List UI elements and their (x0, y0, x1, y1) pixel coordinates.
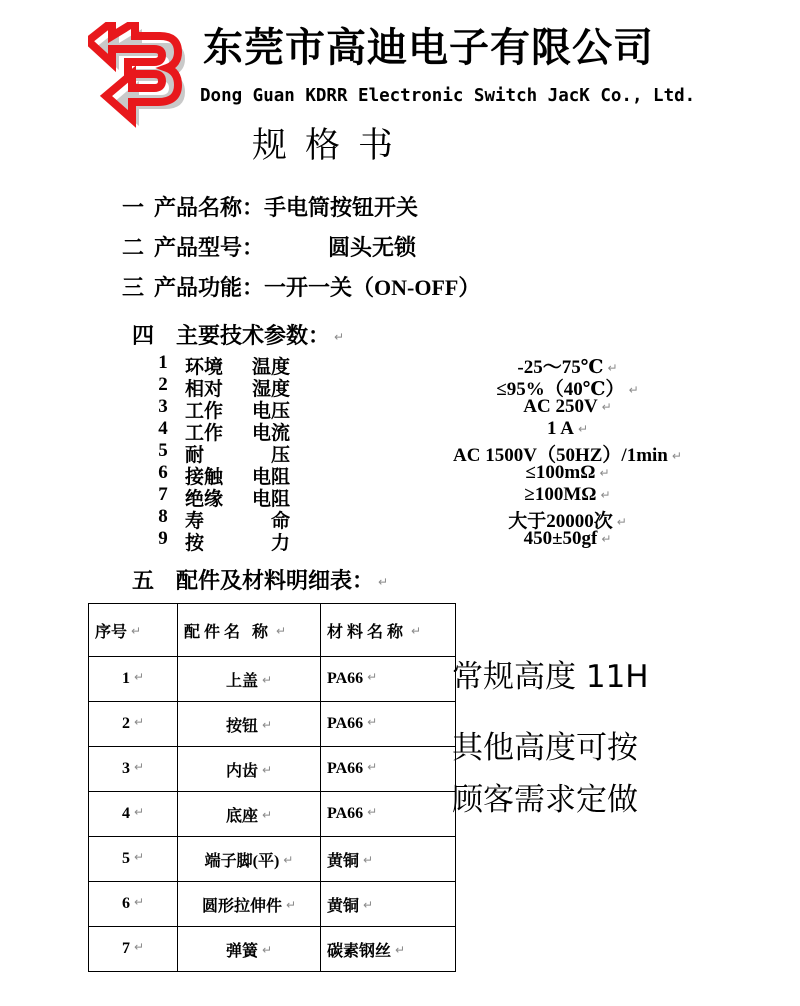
document-title: 规格书 (252, 126, 412, 166)
paragraph-mark-icon: ↵ (133, 940, 145, 954)
parameter-name-part-a: 耐 (185, 445, 205, 466)
cell-no-value: 2 (121, 715, 130, 732)
note-custom-height-line1: 其他高度可按 (452, 730, 638, 766)
paragraph-mark-icon: ↵ (133, 805, 145, 819)
cell-material-value: 黄铜 (327, 852, 360, 870)
paragraph-mark-icon: ↵ (363, 852, 374, 867)
section-5-label: 配件及材料明细表： (176, 568, 375, 593)
section-materials-heading (132, 570, 388, 592)
cell-part-value: 内齿 (225, 762, 258, 780)
product-function-value: 一开一关（ON-OFF） (264, 275, 481, 300)
table-row (89, 657, 456, 702)
cell-part-value: 按钮 (225, 717, 258, 735)
parameter-name-part-b: 电流 (251, 423, 290, 444)
cell-part-value: 上盖 (225, 672, 258, 690)
cell-part-value: 圆形拉伸件 (201, 897, 282, 915)
parameter-name-part-b: 湿度 (251, 379, 290, 400)
paragraph-mark-icon: ↵ (261, 717, 273, 732)
parameter-name-part-a: 相对 (185, 379, 224, 400)
paragraph-mark-icon: ↵ (363, 897, 374, 912)
technical-parameters-list (0, 352, 800, 554)
product-name-value: 手电筒按钮开关 (264, 195, 419, 220)
cell-no-value: 3 (121, 760, 130, 777)
paragraph-mark-icon: ↵ (261, 807, 273, 822)
paragraph-mark-icon: ↵ (133, 760, 145, 774)
cell-no-value: 4 (121, 805, 130, 822)
paragraph-mark-icon: ↵ (133, 850, 145, 864)
parameter-value: 大于20000次 (508, 511, 613, 532)
paragraph-mark-icon: ↵ (133, 895, 145, 909)
parameter-name-part-b: 温度 (251, 357, 290, 378)
cell-no (89, 747, 178, 792)
parameter-index: 2 (158, 374, 168, 395)
parameter-value-cell (440, 418, 695, 440)
paragraph-mark-icon: ↵ (601, 532, 612, 546)
parameter-name-part-a: 按 (185, 533, 205, 554)
parameter-name (185, 528, 290, 555)
cell-no (89, 657, 178, 702)
paragraph-mark-icon: ↵ (367, 760, 378, 774)
parameter-row (0, 352, 800, 378)
company-name-english: Dong Guan KDRR Electronic Switch JacK Co., Ltd. (200, 86, 696, 106)
cell-material-value: PA66 (327, 670, 364, 687)
parameter-name-part-a: 工作 (185, 423, 224, 444)
parameter-index: 8 (158, 506, 168, 527)
section-product-name (122, 197, 418, 219)
cell-material-value: 碳素钢丝 (327, 942, 392, 960)
cell-no-value: 1 (121, 670, 130, 687)
column-header-no (89, 604, 178, 657)
section-1-number: 一 (122, 195, 145, 220)
paragraph-mark-icon: ↵ (367, 670, 378, 684)
parameter-name-part-a: 环境 (185, 357, 224, 378)
paragraph-mark-icon: ↵ (671, 449, 682, 463)
paragraph-mark-icon: ↵ (601, 400, 612, 414)
cell-part (178, 837, 321, 882)
section-4-label: 主要技术参数： (176, 323, 331, 348)
paragraph-mark-icon: ↵ (261, 672, 273, 687)
cell-part (178, 747, 321, 792)
cell-part-value: 端子脚(平) (204, 852, 280, 870)
parameter-row (0, 374, 800, 400)
parameter-name-part-a: 寿 (185, 511, 205, 532)
paragraph-mark-icon: ↵ (276, 623, 291, 638)
cell-material (321, 792, 456, 837)
parameter-value-cell (440, 484, 695, 506)
parameter-index: 1 (158, 352, 168, 373)
paragraph-mark-icon: ↵ (334, 330, 345, 344)
materials-table (88, 603, 456, 972)
section-product-function (122, 277, 480, 299)
note-custom-height-line2: 顾客需求定做 (452, 782, 638, 818)
parameter-name-part-b: 电阻 (251, 467, 290, 488)
cell-part-value: 弹簧 (225, 942, 258, 960)
parameter-index: 5 (158, 440, 168, 461)
column-header-material-label: 材料名称 (327, 623, 408, 641)
paragraph-mark-icon: ↵ (367, 715, 378, 729)
company-name-chinese: 东莞市高迪电子有限公司 (203, 25, 654, 71)
paragraph-mark-icon: ↵ (616, 515, 627, 529)
section-3-label: 产品功能： (154, 275, 265, 300)
parameter-name-part-a: 工作 (185, 401, 224, 422)
paragraph-mark-icon: ↵ (261, 762, 273, 777)
table-row (89, 882, 456, 927)
parameter-index: 9 (158, 528, 168, 549)
cell-part (178, 657, 321, 702)
section-2-number: 二 (122, 235, 145, 260)
parameter-row (0, 396, 800, 422)
cell-no (89, 882, 178, 927)
parameter-value-cell (440, 528, 695, 550)
cell-no-value: 6 (121, 895, 130, 912)
parameter-name-part-b: 命 (270, 511, 290, 532)
parameter-name-part-b: 力 (270, 533, 290, 554)
cell-material-value: 黄铜 (327, 897, 360, 915)
paragraph-mark-icon: ↵ (133, 715, 145, 729)
paragraph-mark-icon: ↵ (133, 670, 145, 684)
parameter-row (0, 484, 800, 510)
paragraph-mark-icon: ↵ (577, 422, 588, 436)
parameter-row (0, 418, 800, 444)
cell-part (178, 927, 321, 972)
cell-material (321, 747, 456, 792)
section-product-model (122, 237, 416, 259)
paragraph-mark-icon: ↵ (411, 623, 426, 638)
cell-material (321, 837, 456, 882)
parameter-name-part-b: 电阻 (251, 489, 290, 510)
parameter-index: 4 (158, 418, 168, 439)
table-row (89, 927, 456, 972)
table-row (89, 792, 456, 837)
cell-no (89, 702, 178, 747)
parameter-name-part-b: 压 (270, 445, 290, 466)
paragraph-mark-icon: ↵ (285, 897, 297, 912)
paragraph-mark-icon: ↵ (395, 942, 406, 957)
paragraph-mark-icon: ↵ (131, 623, 142, 638)
cell-material-value: PA66 (327, 805, 364, 822)
cell-material (321, 702, 456, 747)
column-header-part (178, 604, 321, 657)
section-technical-parameters-heading (132, 325, 344, 347)
paragraph-mark-icon: ↵ (378, 575, 389, 589)
cell-part (178, 702, 321, 747)
cell-material-value: PA66 (327, 715, 364, 732)
parameter-index: 3 (158, 396, 168, 417)
table-row (89, 747, 456, 792)
table-row (89, 837, 456, 882)
section-2-label: 产品型号： (154, 235, 265, 260)
paragraph-mark-icon: ↵ (628, 383, 639, 397)
cell-no-value: 5 (121, 850, 130, 867)
cell-material (321, 882, 456, 927)
parameter-value: ≤100mΩ (525, 462, 596, 483)
parameter-value: ≥100MΩ (524, 484, 597, 505)
parameter-name-part-b: 电压 (251, 401, 290, 422)
cell-no (89, 927, 178, 972)
section-3-number: 三 (122, 275, 145, 300)
parameter-value: 1 A (547, 418, 574, 439)
section-1-label: 产品名称： (154, 195, 265, 220)
paragraph-mark-icon: ↵ (599, 466, 610, 480)
parameter-name-part-a: 接触 (185, 467, 224, 488)
paragraph-mark-icon: ↵ (600, 488, 611, 502)
table-header-row (89, 604, 456, 657)
parameter-value: AC 250V (523, 396, 598, 417)
paragraph-mark-icon: ↵ (283, 852, 294, 867)
company-logo (88, 22, 200, 128)
paragraph-mark-icon: ↵ (607, 361, 618, 375)
parameter-index: 6 (158, 462, 168, 483)
parameter-row (0, 462, 800, 488)
section-5-number: 五 (132, 568, 155, 593)
cell-material-value: PA66 (327, 760, 364, 777)
parameter-value: -25～75℃ (517, 357, 604, 378)
cell-material (321, 657, 456, 702)
table-row (89, 702, 456, 747)
parameter-value-cell (440, 462, 695, 484)
parameter-row (0, 440, 800, 466)
note-standard-height: 常规高度 11H (452, 659, 649, 695)
section-4-number: 四 (132, 323, 155, 348)
cell-no-value: 7 (121, 940, 130, 957)
kdrr-arrow-b-logo-icon (88, 22, 200, 128)
column-header-material (321, 604, 456, 657)
cell-part (178, 882, 321, 927)
parameter-value: AC 1500V（50HZ）/1min (453, 445, 668, 466)
parameter-name-part-a: 绝缘 (185, 489, 224, 510)
paragraph-mark-icon: ↵ (261, 942, 273, 957)
cell-part-value: 底座 (225, 807, 258, 825)
column-header-part-label: 配件名 称 (184, 623, 273, 641)
parameter-value-cell (440, 396, 695, 418)
parameter-row (0, 506, 800, 532)
parameter-index: 7 (158, 484, 168, 505)
parameter-value: 450±50gf (523, 528, 598, 549)
cell-no (89, 792, 178, 837)
column-header-no-label: 序号 (95, 623, 128, 641)
cell-no (89, 837, 178, 882)
paragraph-mark-icon: ↵ (367, 805, 378, 819)
product-model-value: 圆头无锁 (328, 235, 417, 260)
parameter-value: ≤95%（40℃） (496, 379, 625, 400)
cell-material (321, 927, 456, 972)
parameter-row (0, 528, 800, 554)
cell-part (178, 792, 321, 837)
